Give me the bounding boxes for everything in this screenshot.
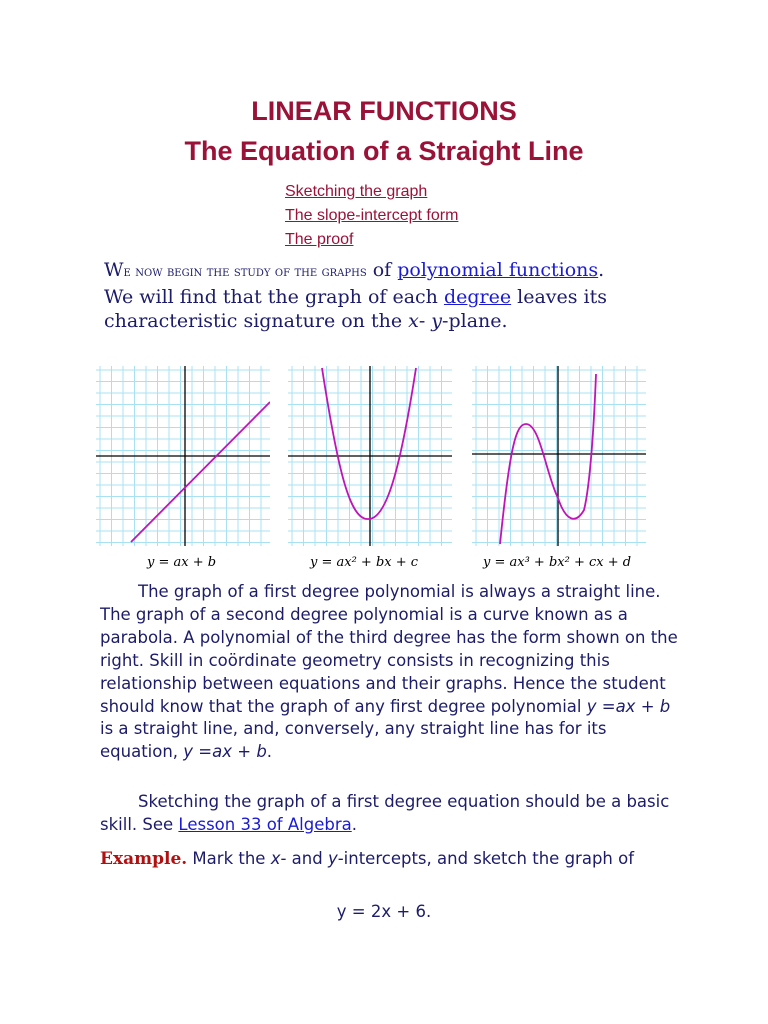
ex-var-y: y	[327, 849, 338, 868]
paragraph-polynomial-degrees	[100, 581, 680, 764]
linear-graph	[96, 366, 270, 546]
toc-link-slope-intercept[interactable]: The slope-intercept form	[285, 207, 459, 224]
intro-line2a: We will find that the graph of each	[104, 285, 444, 308]
intro-period: .	[598, 259, 605, 281]
caption-linear: y = ax + b	[147, 555, 217, 570]
caption-quadratic: y = ax² + bx + c	[310, 555, 419, 570]
p1-expr2: y =ax + b	[183, 742, 267, 762]
example-equation: y = 2x + 6.	[336, 902, 432, 921]
intro-smallcaps	[104, 259, 367, 281]
polynomial-functions-link[interactable]: polynomial functions	[397, 259, 599, 281]
p2-text-a: Sketching the graph of a first degree equation should be a basic skill. See	[100, 792, 670, 834]
cubic-grid	[472, 366, 646, 546]
ex-text-a: Mark the	[187, 849, 271, 868]
p1-expr1: y =ax + b	[586, 696, 671, 716]
toc-link-proof[interactable]: The proof	[285, 231, 354, 248]
ex-var-x: x	[270, 849, 281, 868]
intro-var-x: x	[408, 310, 419, 332]
parabola-graph	[288, 366, 452, 546]
caption-cubic: y = ax³ + bx² + cx + d	[483, 555, 632, 570]
p1-text-c: .	[266, 742, 273, 762]
ex-text-c: -intercepts, and sketch the graph of	[337, 849, 635, 868]
example-paragraph	[100, 848, 680, 871]
toc-link-sketching[interactable]: Sketching the graph	[285, 183, 428, 200]
page-title: LINEAR FUNCTIONS	[251, 96, 517, 126]
intro-line2b: leaves its characteristic signature on the	[104, 285, 608, 332]
intro-of: of	[366, 259, 398, 281]
p1-text-a: The graph of a first degree polynomial is always a straight line. The graph of a second degree polynomial is a curve known as a parabola. A polynomial of the third degree has the form shown on the right. Skill in coördinate geometry consists in recognizing this relationship between equations and their graphs. Hence the student should know that the graph of any first degree polynomial	[100, 582, 678, 716]
p1-text-b: is a straight line, and, conversely, any straight line has for its equation,	[100, 719, 607, 762]
lesson-33-link[interactable]: Lesson 33 of Algebra	[178, 814, 352, 834]
example-label: Example.	[100, 849, 188, 869]
cubic-graph	[472, 366, 646, 546]
intro-initial: W	[104, 259, 124, 281]
page-subtitle: The Equation of a Straight Line	[184, 136, 584, 166]
intro-dash: -	[418, 310, 432, 332]
paragraph-sketching	[100, 791, 680, 837]
intro-paragraph	[104, 258, 664, 334]
intro-var-y: y	[431, 310, 443, 332]
table-of-contents	[285, 180, 458, 252]
intro-line2c: -plane.	[442, 310, 508, 332]
cubic-curve	[500, 374, 596, 544]
ex-text-b: - and	[280, 849, 328, 868]
degree-link[interactable]: degree	[443, 285, 512, 308]
intro-smallcaps-text: e now begin the study of the graphs	[123, 264, 367, 280]
p2-text-b: .	[351, 814, 357, 834]
